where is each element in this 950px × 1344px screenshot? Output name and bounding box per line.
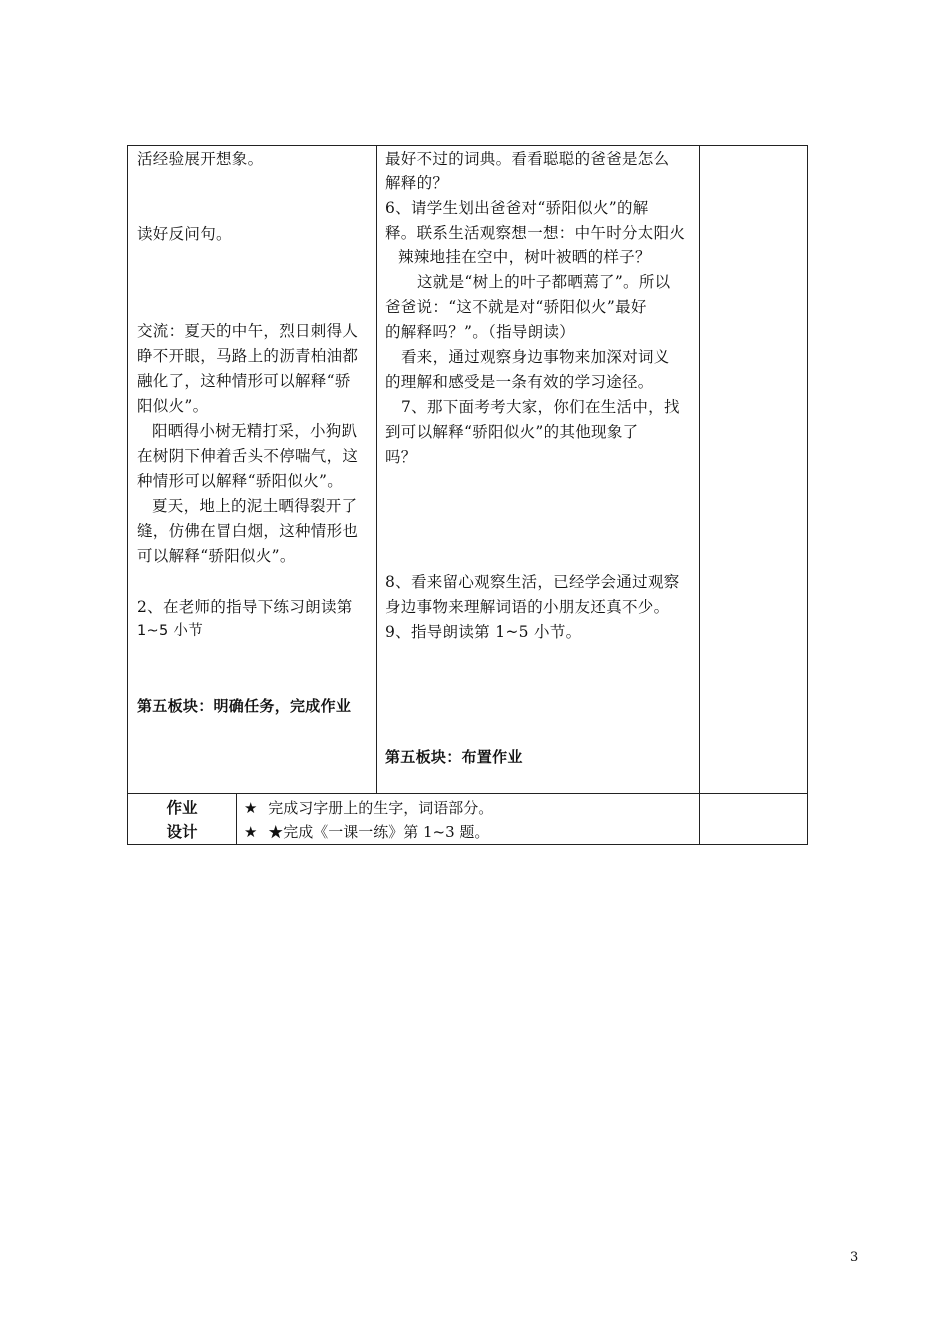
section-heading: 第五板块：明确任务，完成作业 xyxy=(137,697,352,715)
student-line: 1~5 小节 xyxy=(137,623,204,639)
teacher-line: 最好不过的词典。看看聪聪的爸爸是怎么 xyxy=(385,150,670,168)
student-line: 融化了，这种情形可以解释“骄 xyxy=(137,372,351,390)
homework-item-text: 完成习字册上的生字，词语部分。 xyxy=(268,799,494,817)
teacher-line: 9、指导朗读第 1~5 小节。 xyxy=(385,623,582,641)
notes-cell xyxy=(700,146,808,794)
teacher-line: 身边事物来理解词语的小朋友还真不少。 xyxy=(385,598,670,616)
homework-notes-cell xyxy=(700,794,808,845)
student-line: 阳晒得小树无精打采，小狗趴 xyxy=(152,422,358,440)
student-line: 可以解释“骄阳似火”。 xyxy=(137,547,296,565)
homework-item xyxy=(244,820,699,844)
teacher-line: 看来，通过观察身边事物来加深对词义 xyxy=(401,348,670,366)
teacher-guidance-cell xyxy=(377,146,700,794)
teacher-line: 这就是“树上的叶子都晒蔫了”。所以 xyxy=(417,273,671,291)
student-line: 交流：夏天的中午，烈日刺得人 xyxy=(137,322,359,340)
teacher-line: 6、请学生划出爸爸对“骄阳似火”的解 xyxy=(385,199,649,217)
star-icon: ★ xyxy=(244,823,258,841)
page-number: 3 xyxy=(850,1250,859,1265)
student-line: 阳似火”。 xyxy=(137,397,209,415)
student-line: 在树阴下伸着舌头不停喘气，这 xyxy=(137,447,359,465)
homework-item-text: ★完成《一课一练》第 1~3 题。 xyxy=(268,823,490,841)
teacher-line: 7、那下面考考大家，你们在生活中，找 xyxy=(401,398,680,416)
student-line: 种情形可以解释“骄阳似火”。 xyxy=(137,472,344,490)
teacher-line: 的理解和感受是一条有效的学习途径。 xyxy=(385,373,654,391)
teacher-line: 辣辣地挂在空中，树叶被晒的样子？ xyxy=(398,248,651,266)
homework-label: 设计 xyxy=(166,823,198,841)
teacher-line: 释。联系生活观察想一想：中午时分太阳火 xyxy=(385,224,686,242)
teacher-line: 的解释吗？”。（指导朗读） xyxy=(385,323,576,341)
student-line: 夏天，地上的泥土晒得裂开了 xyxy=(152,497,358,515)
student-line: 活经验展开想象。 xyxy=(137,150,264,168)
homework-items-cell xyxy=(237,794,700,845)
student-line: 读好反问句。 xyxy=(137,225,232,243)
homework-row xyxy=(128,794,808,845)
teacher-line: 吗？ xyxy=(385,448,417,466)
teacher-line: 爸爸说：“这不就是对“骄阳似火”最好 xyxy=(385,298,647,316)
student-line: 睁不开眼，马路上的沥青柏油都 xyxy=(137,347,359,365)
lesson-plan-table xyxy=(127,145,808,845)
teacher-line: 8、看来留心观察生活，已经学会通过观察 xyxy=(385,573,680,591)
homework-label-cell xyxy=(128,794,237,845)
student-line: 缝，仿佛在冒白烟，这种情形也 xyxy=(137,522,359,540)
section-heading: 第五板块：布置作业 xyxy=(385,748,523,766)
student-line: 2、在老师的指导下练习朗读第 xyxy=(137,598,353,616)
student-activity-cell xyxy=(128,146,377,794)
homework-item xyxy=(244,796,699,820)
homework-label: 作业 xyxy=(166,799,198,817)
star-icon: ★ xyxy=(244,799,258,817)
teacher-line: 解释的？ xyxy=(385,174,449,192)
teacher-line: 到可以解释“骄阳似火”的其他现象了 xyxy=(385,423,639,441)
activity-row xyxy=(128,146,808,794)
